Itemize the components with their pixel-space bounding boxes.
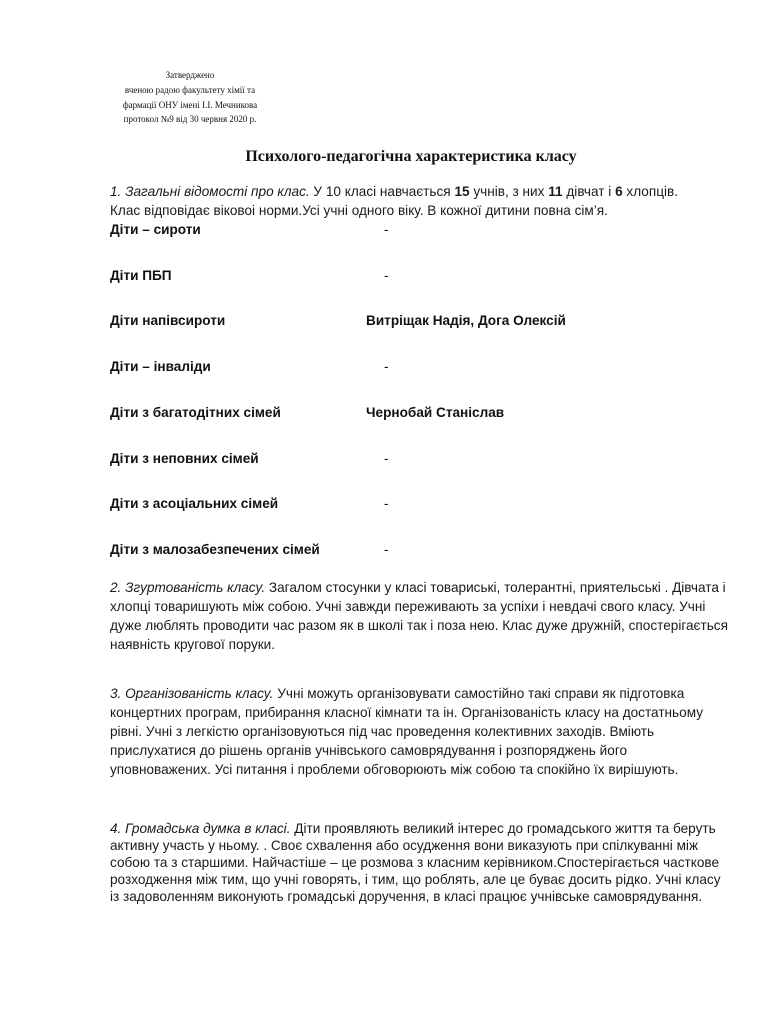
category-label: Діти з багатодітних сімей [110,405,281,420]
section-general-info [110,182,730,220]
section-1-text-d: хлопців. [622,184,679,199]
approval-stamp [100,68,280,127]
category-value: - [384,496,389,511]
category-value: - [384,222,389,237]
category-value: - [384,542,389,557]
section-1-text-b: учнів, з них [469,184,549,199]
girls-count: 11 [548,184,563,199]
section-2-heading: 2. Згуртованість класу. [110,580,266,595]
section-1-text-e: Клас відповідає віковоі норми.Усі учні одного віку. В кожної дитини повна сім’я. [110,203,608,218]
section-1-heading: 1. Загальні відомості про клас. [110,184,310,199]
category-label: Діти з неповних сімей [110,451,259,466]
approval-line-1: Затверджено [165,70,215,80]
category-row [110,405,730,425]
category-row [110,222,730,242]
category-value: - [384,268,389,283]
boys-count: 6 [615,184,623,199]
category-row [110,451,730,471]
section-4-heading: 4. Громадська думка в класі. [110,821,291,836]
section-3-heading: 3. Організованість класу. [110,686,274,701]
category-value: Витріщак Надія, Дога Олексій [366,313,566,328]
section-2-body: Загалом стосунки у класі товариські, толерантні, приятельські . Дівчата і хлопці товаришують між собою. Учні завжди переживають за успіхи і невдачі свого класу. Учні дуже люблять проводити час разом як в школі так і поза нею. Клас дуже дружній, спостерігається наявність кругової поруки. [110,580,728,652]
category-label: Діти з малозабезпечених сімей [110,542,320,557]
students-total: 15 [454,184,470,199]
category-row [110,268,730,288]
section-1-text-a: У 10 класі навчається [309,184,455,199]
document-title: Психолого-педагогічна характеристика класу [245,148,577,165]
category-label: Діти ПБП [110,268,172,283]
section-public-opinion [110,820,730,905]
section-organization [110,684,730,779]
section-1-text-c: дівчат і [562,184,616,199]
category-value: - [384,451,389,466]
section-cohesion [110,578,730,654]
category-row [110,313,730,333]
section-4-body: Діти проявляють великий інтерес до громадського життя та беруть активну участь у ньому. . Своє схвалення або осудження вони виказують при спілкуванні між собою та з старшими. Найчастіше – це розмова з класним керівником.Спостерігається часткове розходження між тим, що учні говорять, і тим, що роблять, але це буває досить рідко. Учні класу із задоволенням виконують громадські доручення, в класі працює учнівське самоврядування. [110,821,721,904]
category-row [110,542,730,562]
category-label: Діти – інваліди [110,359,211,374]
category-row [110,359,730,379]
category-value: - [384,359,389,374]
approval-line-4: протокол №9 від 30 червня 2020 р. [123,114,257,125]
category-label: Діти з асоціальних сімей [110,496,279,511]
category-label: Діти – сироти [110,222,201,237]
approval-line-2: вченою радою факультету хімії та [124,84,256,95]
category-label: Діти напівсироти [110,313,226,328]
category-value: Чернобай Станіслав [366,405,505,420]
section-3-body: Учні можуть організовувати самостійно такі справи як підготовка концертних програм, прибирання класної кімнати та ін. Організованість класу на достатньому рівні. Учні з легкістю організовуються під час проведення колективних заходів. Вміють прислухатися до рішень органів учнівського самоврядування і розпоряджень його уповноважених. Усі питання і проблеми обговорюють між собою та спокійно їх вирішують. [110,686,703,777]
approval-line-3: фармації ОНУ імені І.І. Мечникова [122,99,258,110]
category-row [110,496,730,516]
